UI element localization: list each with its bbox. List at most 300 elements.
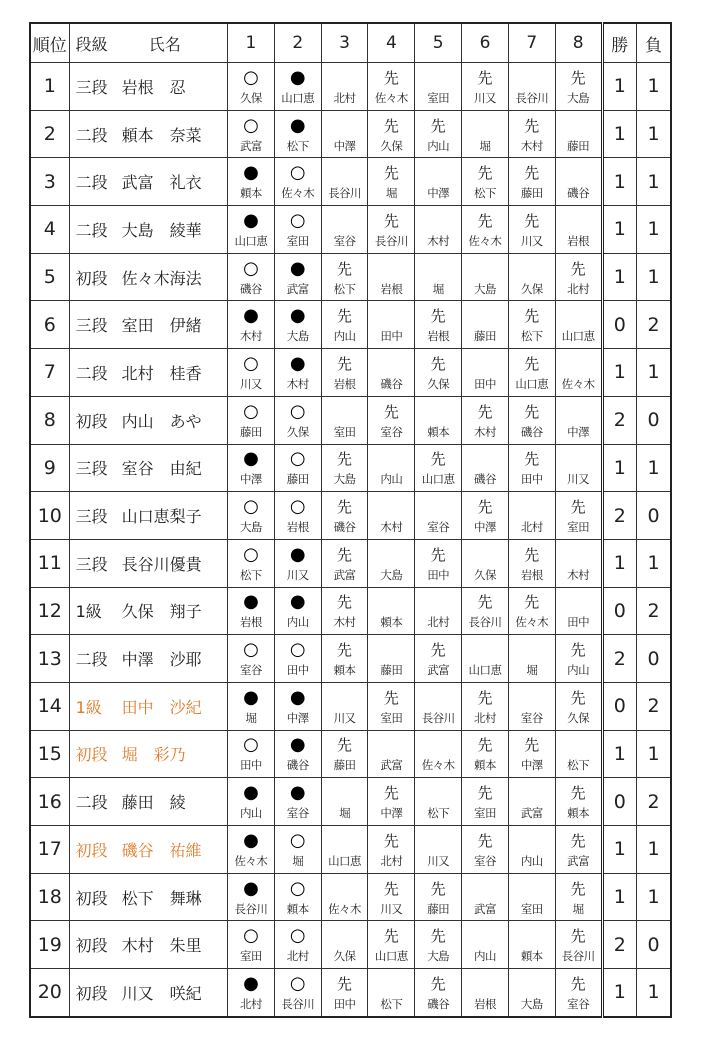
opponent-name: 久保 <box>474 567 496 582</box>
opponent-name: 川又 <box>520 233 543 248</box>
opponent-name: 山口恵 <box>328 853 362 868</box>
game-cell-round-3 <box>321 63 368 111</box>
table-row <box>30 492 671 540</box>
header-name: 氏名 <box>148 34 181 54</box>
game-mark-slot <box>509 496 555 518</box>
header-round-8: 8 <box>555 23 602 63</box>
opponent-name: 藤田 <box>239 424 262 439</box>
table-header <box>30 23 671 63</box>
opponent-name: 頼本 <box>286 901 309 916</box>
game-mark-slot <box>509 878 555 900</box>
player-dan: 初段 <box>75 888 108 908</box>
table-row <box>30 635 671 683</box>
game-mark-slot <box>556 639 601 661</box>
opponent-name: 久保 <box>520 281 543 296</box>
game-mark-slot <box>228 734 274 756</box>
first-move-mark: 先 <box>383 784 399 803</box>
game-cell-round-8 <box>555 730 602 778</box>
opponent-name: 田中 <box>567 615 590 630</box>
player-cell <box>69 730 227 778</box>
losses-cell: 1 <box>636 873 671 921</box>
game-mark-slot <box>275 162 321 184</box>
opponent-name: 木村 <box>474 424 496 439</box>
game-cell-round-6 <box>462 778 509 826</box>
first-move-mark: 先 <box>524 354 540 373</box>
game-cell-round-2 <box>274 349 321 397</box>
opponent-name: 頼本 <box>427 424 450 439</box>
losses-cell: 1 <box>636 539 671 587</box>
game-mark-slot <box>462 734 508 756</box>
wins-cell: 1 <box>602 969 636 1017</box>
first-move-mark: 先 <box>337 259 353 278</box>
opponent-name: 岩根 <box>520 567 543 582</box>
opponent-name: 岩根 <box>567 233 590 248</box>
game-mark-slot <box>509 591 555 613</box>
opponent-name: 内山 <box>286 615 309 630</box>
game-cell-round-7 <box>508 921 555 969</box>
game-cell-round-6 <box>462 969 509 1017</box>
opponent-name: 久保 <box>427 376 450 391</box>
opponent-name: 室谷 <box>427 520 450 535</box>
game-cell-round-3 <box>321 826 368 874</box>
game-mark-slot <box>556 353 601 375</box>
game-mark-slot <box>228 687 274 709</box>
game-mark-slot <box>462 544 508 566</box>
game-cell-round-5 <box>415 539 462 587</box>
win-mark: ○ <box>243 496 259 518</box>
game-mark-slot <box>228 973 274 995</box>
game-cell-round-2 <box>274 539 321 587</box>
game-cell-round-6 <box>462 349 509 397</box>
game-mark-slot <box>322 591 368 613</box>
wins-cell: 1 <box>602 826 636 874</box>
game-cell-round-4 <box>368 301 415 349</box>
loss-mark: ● <box>289 305 306 327</box>
opponent-name: 久保 <box>380 138 403 153</box>
game-mark-slot <box>509 210 555 232</box>
opponent-name: 佐々木 <box>468 233 502 248</box>
first-move-mark: 先 <box>524 450 540 469</box>
game-mark-slot <box>556 448 601 470</box>
game-mark-slot <box>509 544 555 566</box>
opponent-name: 岩根 <box>239 615 262 630</box>
game-cell-round-2 <box>274 444 321 492</box>
wins-cell: 1 <box>602 730 636 778</box>
opponent-name: 松下 <box>427 806 450 821</box>
rank-cell: 11 <box>30 539 69 587</box>
losses-cell: 0 <box>636 492 671 540</box>
game-mark-slot <box>275 210 321 232</box>
opponent-name: 松下 <box>239 567 262 582</box>
opponent-name: 佐々木 <box>561 376 595 391</box>
loss-mark: ● <box>243 305 259 327</box>
opponent-name: 北村 <box>380 853 403 868</box>
opponent-name: 堀 <box>245 710 257 725</box>
game-cell-round-1 <box>228 778 275 826</box>
game-cell-round-2 <box>274 635 321 683</box>
game-mark-slot <box>368 305 414 327</box>
game-mark-slot <box>509 258 555 280</box>
opponent-name: 藤田 <box>520 186 543 201</box>
game-cell-round-2 <box>274 969 321 1017</box>
opponent-name: 松下 <box>567 758 590 773</box>
game-cell-round-7 <box>508 206 555 254</box>
opponent-name: 藤田 <box>427 901 450 916</box>
opponent-name: 堀 <box>339 806 351 821</box>
table-row <box>30 253 671 301</box>
player-name: 川又 咲紀 <box>121 983 202 1003</box>
rank-cell: 1 <box>30 63 69 111</box>
first-move-mark: 先 <box>570 498 586 517</box>
game-mark-slot <box>228 782 274 804</box>
game-mark-slot <box>368 973 414 995</box>
opponent-name: 内山 <box>427 138 450 153</box>
game-mark-slot <box>509 162 555 184</box>
opponent-name: 磯谷 <box>474 472 496 487</box>
first-move-mark: 先 <box>524 164 540 183</box>
opponent-name: 佐々木 <box>515 615 549 630</box>
game-mark-slot <box>275 591 321 613</box>
game-mark-slot <box>556 878 601 900</box>
opponent-name: 岩根 <box>474 996 496 1011</box>
game-mark-slot <box>368 162 414 184</box>
first-move-mark: 先 <box>337 354 353 373</box>
game-cell-round-6 <box>462 826 509 874</box>
loss-mark: ● <box>289 686 306 708</box>
rank-cell: 10 <box>30 492 69 540</box>
game-mark-slot <box>322 973 368 995</box>
rank-cell: 13 <box>30 635 69 683</box>
first-move-mark: 先 <box>383 211 399 230</box>
game-cell-round-1 <box>228 682 275 730</box>
opponent-name: 岩根 <box>427 329 450 344</box>
player-dan: 二段 <box>75 125 108 145</box>
opponent-name: 中澤 <box>380 806 403 821</box>
game-mark-slot <box>509 782 555 804</box>
game-cell-round-6 <box>462 158 509 206</box>
player-cell <box>69 682 227 730</box>
game-mark-slot <box>415 258 461 280</box>
opponent-name: 長谷川 <box>234 901 268 916</box>
win-mark: ○ <box>289 448 306 470</box>
opponent-name: 川又 <box>380 901 403 916</box>
opponent-name: 久保 <box>239 90 262 105</box>
opponent-name: 長谷川 <box>421 710 455 725</box>
game-mark-slot <box>509 115 555 137</box>
opponent-name: 久保 <box>333 949 356 964</box>
opponent-name: 北村 <box>567 281 590 296</box>
opponent-name: 大島 <box>333 472 356 487</box>
loss-mark: ● <box>289 591 306 613</box>
loss-mark: ● <box>289 782 306 804</box>
opponent-name: 田中 <box>239 758 262 773</box>
opponent-name: 内山 <box>333 329 356 344</box>
game-cell-round-4 <box>368 969 415 1017</box>
opponent-name: 山口恵 <box>468 663 502 678</box>
rank-cell: 17 <box>30 826 69 874</box>
win-mark: ○ <box>289 162 306 184</box>
first-move-mark: 先 <box>337 307 353 326</box>
win-mark: ○ <box>289 639 306 661</box>
game-cell-round-8 <box>555 206 602 254</box>
game-cell-round-3 <box>321 682 368 730</box>
opponent-name: 磯谷 <box>380 376 403 391</box>
opponent-name: 武富 <box>474 901 496 916</box>
game-cell-round-3 <box>321 206 368 254</box>
first-move-mark: 先 <box>477 164 493 183</box>
game-cell-round-4 <box>368 730 415 778</box>
game-cell-round-8 <box>555 682 602 730</box>
header-round-3: 3 <box>321 23 368 63</box>
first-move-mark: 先 <box>430 354 446 373</box>
first-move-mark: 先 <box>337 641 353 660</box>
player-cell <box>69 206 227 254</box>
game-cell-round-7 <box>508 778 555 826</box>
opponent-name: 大島 <box>520 996 543 1011</box>
opponent-name: 内山 <box>567 663 590 678</box>
game-cell-round-5 <box>415 349 462 397</box>
opponent-name: 田中 <box>333 996 356 1011</box>
game-cell-round-1 <box>228 301 275 349</box>
opponent-name: 内山 <box>474 949 496 964</box>
game-mark-slot <box>275 734 321 756</box>
game-cell-round-3 <box>321 396 368 444</box>
game-mark-slot <box>228 878 274 900</box>
game-mark-slot <box>368 496 414 518</box>
game-cell-round-1 <box>228 158 275 206</box>
header-rank: 順位 <box>30 23 69 63</box>
player-name: 松下 舞琳 <box>121 888 202 908</box>
win-mark: ○ <box>289 496 306 518</box>
rank-cell: 8 <box>30 396 69 444</box>
game-mark-slot <box>415 401 461 423</box>
opponent-name: 頼本 <box>333 663 356 678</box>
first-move-mark: 先 <box>337 974 353 993</box>
game-cell-round-5 <box>415 396 462 444</box>
game-mark-slot <box>462 305 508 327</box>
opponent-name: 武富 <box>380 758 403 773</box>
game-cell-round-3 <box>321 873 368 921</box>
player-dan: 1級 <box>75 602 102 622</box>
game-mark-slot <box>322 210 368 232</box>
game-mark-slot <box>462 830 508 852</box>
game-cell-round-6 <box>462 873 509 921</box>
first-move-mark: 先 <box>383 879 399 898</box>
game-mark-slot <box>228 544 274 566</box>
game-mark-slot <box>556 67 601 89</box>
player-cell <box>69 539 227 587</box>
game-cell-round-1 <box>228 63 275 111</box>
game-mark-slot <box>368 401 414 423</box>
game-mark-slot <box>556 830 601 852</box>
opponent-name: 中澤 <box>286 710 309 725</box>
game-cell-round-2 <box>274 158 321 206</box>
opponent-name: 磯谷 <box>333 520 356 535</box>
game-mark-slot <box>275 401 321 423</box>
game-mark-slot <box>462 496 508 518</box>
player-dan: 初段 <box>75 983 108 1003</box>
game-mark-slot <box>322 687 368 709</box>
opponent-name: 田中 <box>474 376 496 391</box>
game-cell-round-5 <box>415 158 462 206</box>
game-mark-slot <box>322 448 368 470</box>
game-mark-slot <box>556 162 601 184</box>
game-mark-slot <box>322 67 368 89</box>
player-name: 頼本 奈菜 <box>121 125 202 145</box>
game-cell-round-8 <box>555 587 602 635</box>
first-move-mark: 先 <box>383 164 399 183</box>
game-mark-slot <box>368 448 414 470</box>
game-cell-round-7 <box>508 301 555 349</box>
opponent-name: 大島 <box>239 520 262 535</box>
first-move-mark: 先 <box>337 498 353 517</box>
game-mark-slot <box>415 687 461 709</box>
game-mark-slot <box>322 544 368 566</box>
game-cell-round-3 <box>321 539 368 587</box>
game-cell-round-5 <box>415 301 462 349</box>
game-cell-round-4 <box>368 444 415 492</box>
player-name: 磯谷 祐維 <box>121 840 202 860</box>
game-cell-round-3 <box>321 778 368 826</box>
player-name: 室谷 由紀 <box>121 459 202 479</box>
game-mark-slot <box>556 115 601 137</box>
player-dan: 初段 <box>75 411 108 431</box>
game-cell-round-8 <box>555 444 602 492</box>
game-cell-round-4 <box>368 253 415 301</box>
game-mark-slot <box>275 973 321 995</box>
table-row <box>30 587 671 635</box>
game-cell-round-8 <box>555 635 602 683</box>
first-move-mark: 先 <box>570 68 586 87</box>
game-cell-round-3 <box>321 730 368 778</box>
game-cell-round-1 <box>228 587 275 635</box>
game-cell-round-7 <box>508 444 555 492</box>
opponent-name: 北村 <box>286 949 309 964</box>
loss-mark: ● <box>289 734 306 756</box>
table-row <box>30 969 671 1017</box>
game-cell-round-8 <box>555 873 602 921</box>
win-mark: ○ <box>243 66 259 88</box>
opponent-name: 室谷 <box>239 663 262 678</box>
game-mark-slot <box>509 973 555 995</box>
opponent-name: 松下 <box>333 281 356 296</box>
player-dan: 二段 <box>75 173 108 193</box>
game-mark-slot <box>322 734 368 756</box>
table-row <box>30 873 671 921</box>
rank-cell: 14 <box>30 682 69 730</box>
game-cell-round-7 <box>508 682 555 730</box>
game-mark-slot <box>415 782 461 804</box>
player-cell <box>69 921 227 969</box>
player-dan: 二段 <box>75 650 108 670</box>
opponent-name: 山口恵 <box>515 376 549 391</box>
game-mark-slot <box>556 258 601 280</box>
first-move-mark: 先 <box>524 545 540 564</box>
game-cell-round-8 <box>555 349 602 397</box>
game-mark-slot <box>228 830 274 852</box>
game-cell-round-2 <box>274 587 321 635</box>
game-mark-slot <box>275 67 321 89</box>
game-cell-round-5 <box>415 587 462 635</box>
opponent-name: 堀 <box>432 281 444 296</box>
game-cell-round-2 <box>274 873 321 921</box>
game-cell-round-3 <box>321 253 368 301</box>
game-cell-round-6 <box>462 730 509 778</box>
win-mark: ○ <box>289 877 306 899</box>
game-cell-round-3 <box>321 587 368 635</box>
wins-cell: 2 <box>602 921 636 969</box>
opponent-name: 長谷川 <box>281 996 315 1011</box>
player-name: 久保 翔子 <box>121 602 202 622</box>
opponent-name: 中澤 <box>567 424 590 439</box>
game-mark-slot <box>322 878 368 900</box>
game-cell-round-6 <box>462 682 509 730</box>
game-mark-slot <box>368 687 414 709</box>
opponent-name: 室田 <box>567 520 590 535</box>
game-cell-round-3 <box>321 921 368 969</box>
header-wins: 勝 <box>602 23 636 63</box>
first-move-mark: 先 <box>430 879 446 898</box>
first-move-mark: 先 <box>570 688 586 707</box>
game-mark-slot <box>462 115 508 137</box>
player-dan: 三段 <box>75 507 108 527</box>
game-cell-round-4 <box>368 349 415 397</box>
opponent-name: 川又 <box>239 376 262 391</box>
losses-cell: 1 <box>636 730 671 778</box>
game-cell-round-4 <box>368 158 415 206</box>
first-move-mark: 先 <box>337 593 353 612</box>
game-mark-slot <box>415 353 461 375</box>
game-cell-round-4 <box>368 63 415 111</box>
first-move-mark: 先 <box>477 402 493 421</box>
game-cell-round-7 <box>508 349 555 397</box>
loss-mark: ● <box>289 352 306 374</box>
game-mark-slot <box>415 925 461 947</box>
game-cell-round-5 <box>415 778 462 826</box>
first-move-mark: 先 <box>524 211 540 230</box>
first-move-mark: 先 <box>570 879 586 898</box>
game-mark-slot <box>509 830 555 852</box>
opponent-name: 内山 <box>520 853 543 868</box>
opponent-name: 堀 <box>292 853 304 868</box>
opponent-name: 藤田 <box>474 329 496 344</box>
game-cell-round-5 <box>415 63 462 111</box>
opponent-name: 磯谷 <box>286 758 309 773</box>
header-losses: 負 <box>636 23 671 63</box>
table-row <box>30 301 671 349</box>
loss-mark: ● <box>243 686 259 708</box>
rank-cell: 15 <box>30 730 69 778</box>
opponent-name: 北村 <box>333 90 356 105</box>
opponent-name: 藤田 <box>333 758 356 773</box>
opponent-name: 室田 <box>380 710 403 725</box>
opponent-name: 大島 <box>567 90 590 105</box>
first-move-mark: 先 <box>524 736 540 755</box>
game-mark-slot <box>415 639 461 661</box>
opponent-name: 松下 <box>474 186 496 201</box>
game-mark-slot <box>368 115 414 137</box>
game-mark-slot <box>415 162 461 184</box>
losses-cell: 1 <box>636 826 671 874</box>
header-round-6: 6 <box>462 23 509 63</box>
player-cell <box>69 253 227 301</box>
game-mark-slot <box>228 210 274 232</box>
game-mark-slot <box>556 591 601 613</box>
opponent-name: 武富 <box>520 806 543 821</box>
game-mark-slot <box>228 115 274 137</box>
game-cell-round-4 <box>368 396 415 444</box>
header-round-4: 4 <box>368 23 415 63</box>
